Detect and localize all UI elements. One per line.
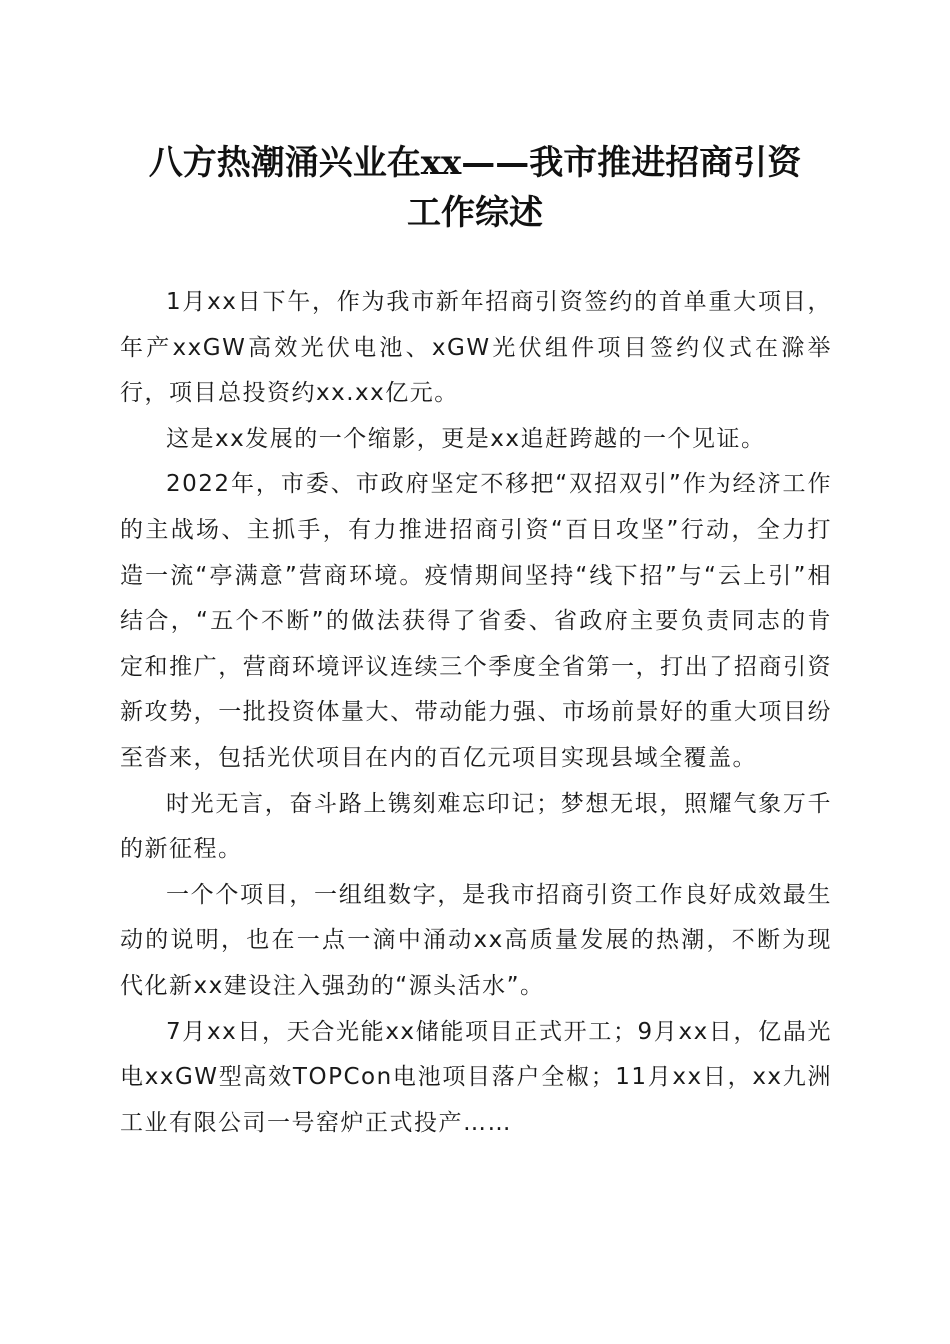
paragraph-4: 时光无言，奋斗路上镌刻难忘印记；梦想无垠，照耀气象万千的新征程。	[120, 790, 832, 863]
paragraph-5: 一个个项目，一组组数字，是我市招商引资工作良好成效最生动的说明，也在一点一滴中涌动xx高质量发展的热潮，不断为现代化新xx建设注入强劲的“源头活水”。	[120, 881, 832, 999]
document-title	[100, 138, 850, 238]
document-body	[120, 280, 832, 1146]
paragraph-1: 1月xx日下午，作为我市新年招商引资签约的首单重大项目，年产xxGW高效光伏电池、xGW光伏组件项目签约仪式在滁举行，项目总投资约xx.xx亿元。	[120, 289, 832, 407]
title-line-2: 工作综述	[407, 193, 543, 233]
paragraph-3: 2022年，市委、市政府坚定不移把“双招双引”作为经济工作的主战场、主抓手，有力推进招商引资“百日攻坚”行动，全力打造一流“亭满意”营商环境。疫情期间坚持“线下招”与“云上引”相结合，“五个不断”的做法获得了省委、省政府主要负责同志的肯定和推广，营商环境评议连续三个季度全省第一，打出了招商引资新攻势，一批投资体量大、带动能力强、市场前景好的重大项目纷至沓来，包括光伏项目在内的百亿元项目实现县域全覆盖。	[120, 471, 832, 771]
paragraph-2: 这是xx发展的一个缩影，更是xx追赶跨越的一个见证。	[166, 425, 766, 452]
title-line-1: 八方热潮涌兴业在xx——我市推进招商引资	[148, 143, 802, 183]
paragraph-6: 7月xx日，天合光能xx储能项目正式开工；9月xx日，亿晶光电xxGW型高效TOPCon电池项目落户全椒；11月xx日，xx九洲工业有限公司一号窑炉正式投产……	[120, 1018, 832, 1136]
